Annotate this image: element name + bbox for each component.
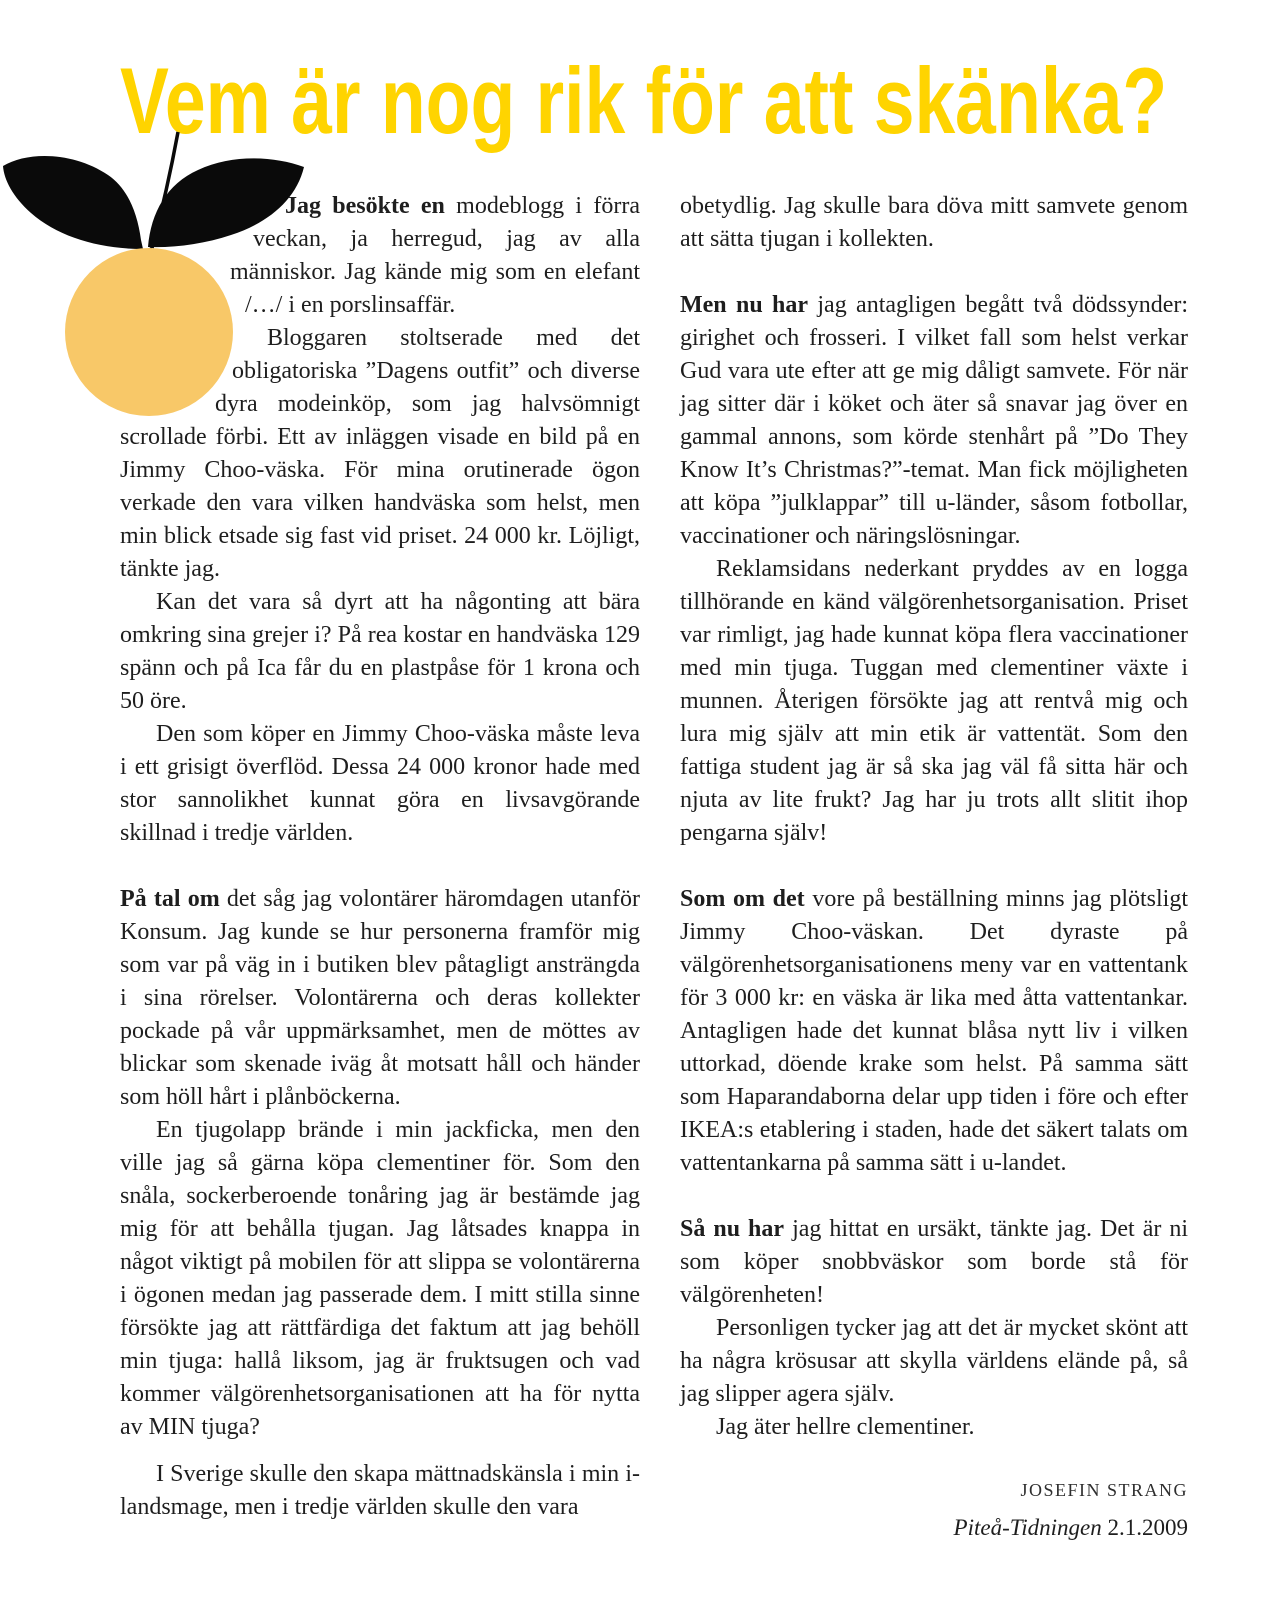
- article-paragraph: Som om det vore på beställning minns jag plötsligt Jimmy Choo-väskan. Det dyraste på välgörenhetsorganisationens meny var en vattentank för 3 000 kr: en väska är lika med åtta vattentankar. Antagligen hade det kunnat blåsa nytt liv i vilken uttorkad, döende krake som helst. På samma sätt som Haparandaborna delar upp tiden i före och efter IKEA:s etablering i staden, hade det säkert talats om vattentankarna på samma sätt i u-landet.: [680, 886, 1188, 1176]
- text-wrap-spacer: [120, 223, 253, 256]
- paragraph-lead: Som om det: [680, 886, 805, 912]
- article-paragraph: På tal om det såg jag volontärer häromdagen utanför Konsum. Jag kunde se hur personerna framför mig som var på väg in i butiken blev påtagligt ansträngda i sina rörelser. Volontärerna och deras kollekter pockade på vår uppmärksamhet, men de möttes av blickar som skenade iväg åt motsatt håll och händer som höll hårt i plånböckerna.: [120, 886, 640, 1110]
- article-paragraph: Så nu har jag hittat en ursäkt, tänkte jag. Det är ni som köper snobbväskor som borde stå för välgörenheten!: [680, 1216, 1189, 1308]
- article-paragraph: obetydlig. Jag skulle bara döva mitt samvete genom att sätta tjugan i kollekten.: [680, 193, 1188, 252]
- paragraph-lead: På tal om: [120, 886, 220, 912]
- article-paragraph: Jag äter hellre clementiner.: [716, 1414, 975, 1440]
- article-paragraph: Reklamsidans nederkant pryddes av en logga tillhörande en känd välgörenhetsorganisation. Priset var rimligt, jag hade kunnat köpa flera vaccinationer med min tjuga. Tuggan med clementiner växte i munnen. Återigen försökte jag att rentvå mig och lura mig själv att min etik är vattentät. Som den fattiga student jag är så ska jag väl få sitta här och njuta av lite frukt? Jag har ju trots allt slitit ihop pengarna själv!: [680, 556, 1188, 846]
- byline: [680, 1474, 1188, 1544]
- byline-date: 2.1.2009: [1107, 1515, 1188, 1540]
- article-paragraph: Den som köper en Jimmy Choo-väska måste leva i ett grisigt överflöd. Dessa 24 000 kronor hade med stor sannolikhet kunnat göra en livsavgörande skillnad i tredje världen.: [120, 721, 640, 846]
- paragraph-lead: Jag besökte en: [285, 193, 445, 219]
- article-right-column: [680, 190, 1188, 1544]
- article-left-column: [120, 190, 640, 1524]
- byline-author: JOSEFIN STRANG: [1020, 1480, 1188, 1500]
- article-paragraph: En tjugolapp brände i min jackficka, men den ville jag så gärna köpa clementiner för. Som den snåla, sockerberoende tonåring jag är bestämde jag mig för att behålla tjugan. Jag låtsades knappa in något viktigt på mobilen för att slippa se volontärerna i ögonen medan jag passerade dem. I mitt stilla sinne försökte jag att rättfärdiga det faktum att jag behöll min tjuga: hallå liksom, jag är fruktsugen och vad kommer välgörenhetsorganisationen att ha för nytta av MIN tjuga?: [120, 1117, 640, 1440]
- text-wrap-spacer: [120, 322, 267, 355]
- article-paragraph: Jag besökte en modeblogg i förra veckan, ja herregud, jag av alla människor. Jag kände mig som en elefant /…/ i en porslinsaffär.: [230, 193, 641, 318]
- article-paragraph: Men nu har jag antagligen begått två dödssynder: girighet och frosseri. I vilket fall som helst verkar Gud vara ute efter att ge mig dåligt samvete. För när jag sitter där i köket och äter så snavar jag över en gammal annons, som körde stenhårt på ”Do They Know It’s Christmas?”-temat. Man fick möjligheten att köpa ”julklappar” till u-länder, såsom fotbollar, vaccinationer och näringslösningar.: [680, 292, 1188, 549]
- text-wrap-spacer: [120, 256, 230, 289]
- page-title: Vem är nog rik för att skänka?: [120, 48, 1168, 153]
- paragraph-lead: Så nu har: [680, 1216, 785, 1242]
- text-wrap-spacer: [120, 190, 285, 223]
- text-wrap-spacer: [120, 355, 232, 388]
- text-wrap-spacer: [120, 289, 245, 322]
- article-paragraph: Kan det vara så dyrt att ha någonting att bära omkring sina grejer i? På rea kostar en handväska 129 spänn och på Ica får du en plastpåse för 1 krona och 50 öre.: [120, 589, 640, 714]
- article-paragraph: Bloggaren stoltserade med det obligatoriska ”Dagens outfit” och diverse dyra modeinköp, som jag halvsömnigt scrollade förbi. Ett av inläggen visade en bild på en Jimmy Choo-väska. För mina orutinerade ögon verkade den vara vilken handväska som helst, men min blick etsade sig fast vid priset. 24 000 kr. Löjligt, tänkte jag.: [120, 325, 640, 582]
- article-paragraph: I Sverige skulle den skapa mättnadskänsla i min i-landsmage, men i tredje världen skulle den vara: [120, 1461, 640, 1520]
- article-paragraph: Personligen tycker jag att det är mycket skönt att ha några krösusar att skylla världens elände på, så jag slipper agera själv.: [680, 1315, 1188, 1407]
- paragraph-lead: Men nu har: [680, 292, 809, 318]
- byline-source: [680, 1511, 1188, 1544]
- text-wrap-spacer: [120, 388, 215, 421]
- byline-publication: Piteå-Tidningen: [953, 1515, 1102, 1540]
